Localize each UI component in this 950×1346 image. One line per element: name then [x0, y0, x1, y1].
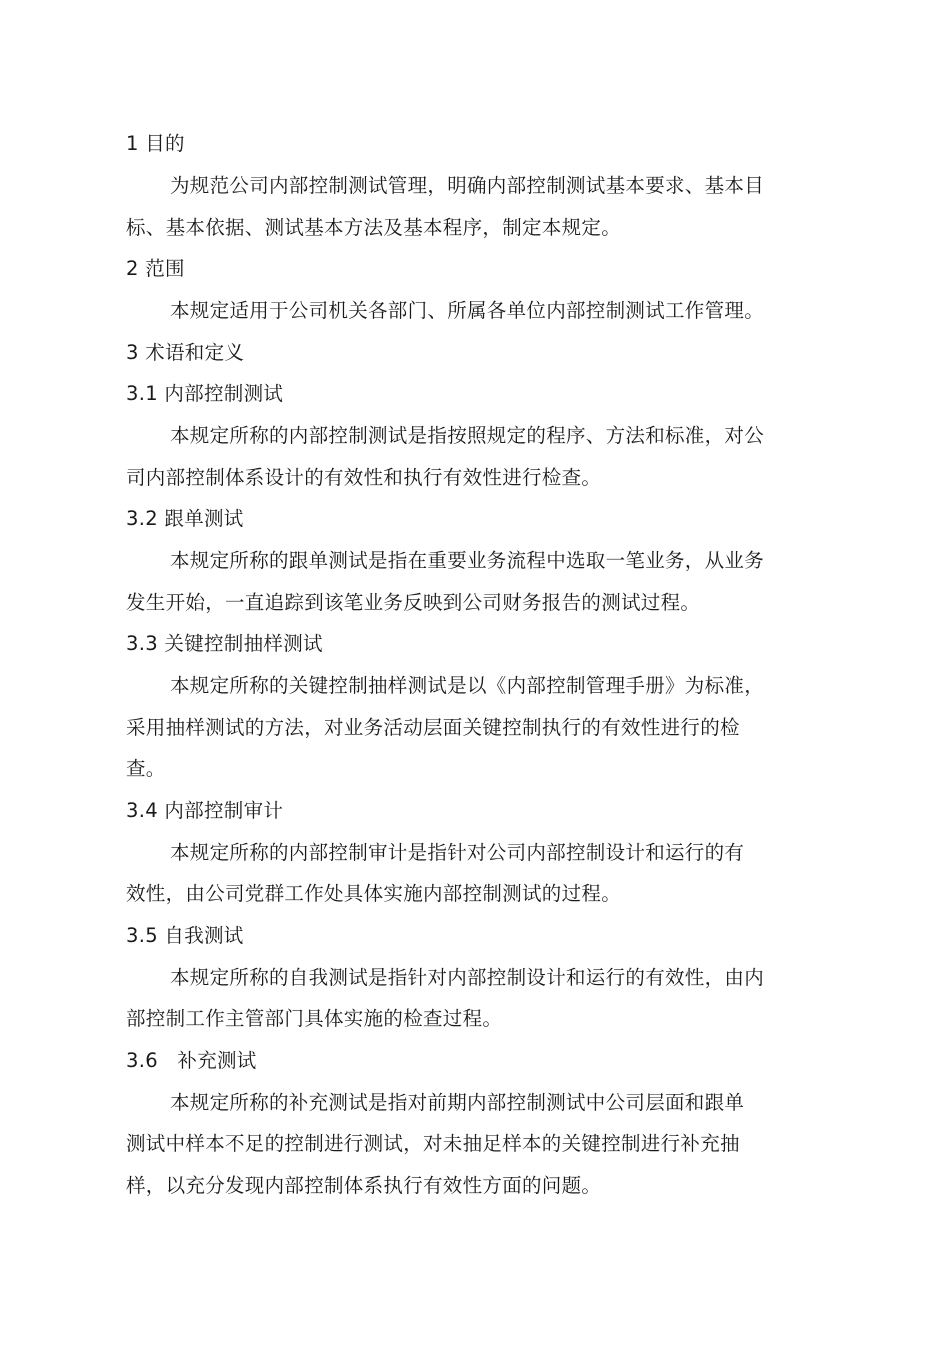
heading-3-3: 3.3 关键控制抽样测试 [126, 632, 323, 655]
heading-3-5: 3.5 自我测试 [126, 924, 244, 947]
paragraph-line: 发生开始，一直追踪到该笔业务反映到公司财务报告的测试过程。 [126, 591, 701, 614]
heading-3-2: 3.2 跟单测试 [126, 507, 244, 530]
paragraph-line: 样，以充分发现内部控制体系执行有效性方面的问题。 [126, 1174, 602, 1197]
heading-1-purpose: 1 目的 [126, 132, 185, 155]
paragraph-line: 测试中样本不足的控制进行测试，对未抽足样本的关键控制进行补充抽 [126, 1132, 740, 1155]
paragraph-line: 为规范公司内部控制测试管理，明确内部控制测试基本要求、基本目 [170, 174, 765, 197]
paragraph-line: 查。 [126, 757, 166, 780]
heading-2-scope: 2 范围 [126, 257, 185, 280]
heading-3-1: 3.1 内部控制测试 [126, 382, 284, 405]
paragraph-line: 标、基本依据、测试基本方法及基本程序，制定本规定。 [126, 216, 622, 239]
paragraph-line: 效性，由公司党群工作处具体实施内部控制测试的过程。 [126, 882, 622, 905]
heading-3-terms: 3 术语和定义 [126, 341, 245, 364]
paragraph-line: 采用抽样测试的方法，对业务活动层面关键控制执行的有效性进行的检 [126, 716, 740, 739]
heading-3-4: 3.4 内部控制审计 [126, 799, 284, 822]
paragraph-line: 本规定所称的跟单测试是指在重要业务流程中选取一笔业务，从业务 [170, 549, 765, 572]
heading-3-6: 3.6 补充测试 [126, 1049, 257, 1072]
paragraph-line: 本规定所称的内部控制审计是指针对公司内部控制设计和运行的有 [170, 841, 745, 864]
paragraph-line: 本规定所称的自我测试是指针对内部控制设计和运行的有效性，由内 [170, 966, 765, 989]
paragraph-line: 本规定所称的补充测试是指对前期内部控制测试中公司层面和跟单 [170, 1091, 745, 1114]
paragraph-line: 本规定适用于公司机关各部门、所属各单位内部控制测试工作管理。 [170, 299, 765, 322]
paragraph-line: 本规定所称的内部控制测试是指按照规定的程序、方法和标准，对公 [170, 424, 765, 447]
paragraph-line: 司内部控制体系设计的有效性和执行有效性进行检查。 [126, 466, 602, 489]
paragraph-line: 部控制工作主管部门具体实施的检查过程。 [126, 1007, 503, 1030]
paragraph-line: 本规定所称的关键控制抽样测试是以《内部控制管理手册》为标准， [170, 674, 765, 697]
